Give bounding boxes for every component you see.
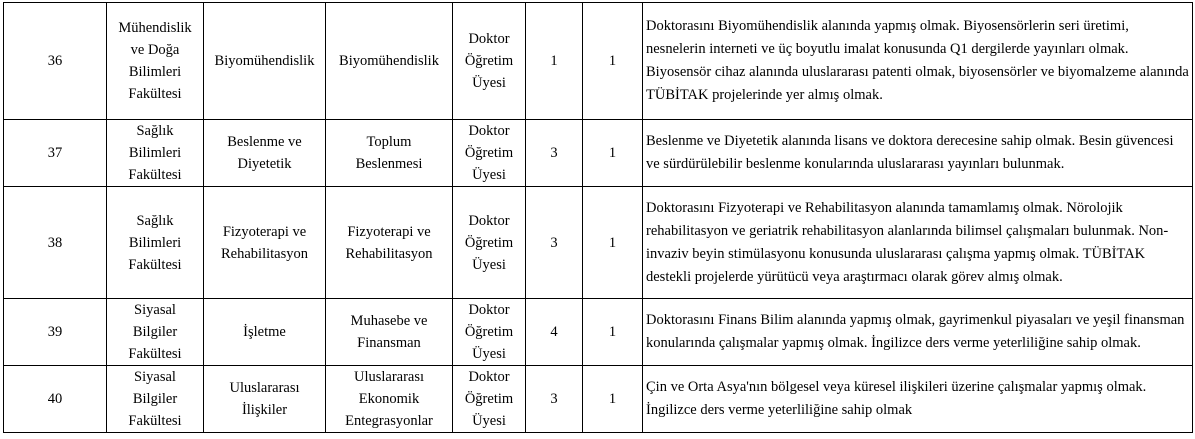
program-line: Muhasebe ve — [350, 313, 428, 329]
faculty-line: Bilimleri — [128, 234, 182, 251]
program-line: Rehabilitasyon — [345, 245, 433, 262]
title-cell — [453, 299, 526, 366]
faculty-line: Siyasal — [134, 369, 176, 385]
count-b-cell: 1 — [583, 366, 643, 433]
program-cell — [326, 366, 453, 433]
faculty-line: Fakültesi — [128, 256, 182, 273]
title-cell — [453, 120, 526, 187]
faculty-line: Sağlık — [136, 212, 174, 229]
department-cell — [204, 120, 326, 187]
title-line: Üyesi — [472, 256, 506, 273]
title-cell — [453, 366, 526, 433]
table-row — [4, 366, 1193, 433]
row-number: 38 — [4, 187, 107, 299]
program-line: Biyomühendislik — [339, 53, 439, 69]
title-cell — [453, 187, 526, 299]
table-row — [4, 187, 1193, 299]
faculty-line: Bilgiler — [132, 324, 178, 340]
department-line: İşletme — [243, 324, 286, 340]
program-line: Fizyoterapi ve — [347, 223, 431, 240]
title-line: Üyesi — [472, 346, 506, 362]
title-line: Üyesi — [472, 413, 506, 429]
count-b-cell: 1 — [583, 3, 643, 120]
positions-table-body — [4, 3, 1193, 433]
department-line: Uluslararası — [229, 380, 300, 396]
program-cell — [326, 299, 453, 366]
department-cell — [204, 366, 326, 433]
row-number: 37 — [4, 120, 107, 187]
faculty-line: Fakültesi — [128, 167, 182, 183]
faculty-line: Sağlık — [136, 123, 174, 139]
requirements-cell: Çin ve Orta Asya'nın bölgesel veya küresel ilişkileri üzerine çalışmalar yapmış olmak. İngilizce ders verme yeterliliğine sahip olmak — [643, 366, 1193, 433]
faculty-line: ve Doğa — [130, 42, 180, 58]
row-number: 40 — [4, 366, 107, 433]
table-row — [4, 3, 1193, 120]
title-cell — [453, 3, 526, 120]
table-row — [4, 299, 1193, 366]
row-number: 39 — [4, 299, 107, 366]
department-line: Rehabilitasyon — [221, 245, 308, 262]
requirements-cell: Doktorasını Finans Bilim alanında yapmış olmak, gayrimenkul piyasaları ve yeşil finansman konularında çalışmalar yapmış olmak. İngilizce ders verme yeterliliğine sahip olmak. — [643, 299, 1193, 366]
department-line: Fizyoterapi ve — [222, 223, 307, 240]
title-line: Öğretim — [464, 391, 514, 407]
table-row — [4, 120, 1193, 187]
program-cell — [326, 187, 453, 299]
faculty-cell — [107, 187, 204, 299]
count-b-cell: 1 — [583, 120, 643, 187]
department-cell — [204, 299, 326, 366]
faculty-line: Bilimleri — [128, 145, 182, 161]
program-cell — [326, 3, 453, 120]
program-line: Beslenmesi — [355, 156, 423, 172]
title-line: Doktor — [468, 212, 510, 229]
faculty-cell — [107, 299, 204, 366]
count-a-cell: 3 — [526, 187, 583, 299]
title-line: Doktor — [468, 123, 510, 139]
count-a-cell: 3 — [526, 366, 583, 433]
faculty-line: Bilimleri — [128, 64, 182, 80]
title-line: Üyesi — [472, 75, 506, 91]
title-line: Öğretim — [464, 145, 514, 161]
faculty-cell — [107, 366, 204, 433]
faculty-line: Bilgiler — [132, 391, 178, 407]
requirements-cell: Doktorasını Fizyoterapi ve Rehabilitasyon alanında tamamlamış olmak. Nörolojik rehabilitasyon ve geriatrik rehabilitasyon alanlarında bilimsel çalışmaları bulunmak. Non-invaziv beyin stimülasyonu konusunda uluslararası çalışma yapmış olmak. TÜBİTAK destekli projelerde yürütücü veya araştırmacı olarak görev almış olmak. — [643, 187, 1193, 299]
count-b-cell: 1 — [583, 187, 643, 299]
faculty-line: Fakültesi — [128, 346, 182, 362]
title-line: Doktor — [468, 31, 510, 47]
program-cell — [326, 120, 453, 187]
title-line: Öğretim — [464, 324, 514, 340]
faculty-line: Fakültesi — [128, 86, 182, 102]
title-line: Öğretim — [464, 234, 514, 251]
requirements-cell: Doktorasını Biyomühendislik alanında yapmış olmak. Biyosensörlerin seri üretimi, nesnelerin interneti ve üç boyutlu imalat konusunda Q1 dergilerde yayınları olmak. Biyosensör cihaz alanında uluslararası patenti olmak, biyosensörler ve biyomalzeme alanında TÜBİTAK projelerinde yer almış olmak. — [643, 3, 1193, 120]
count-a-cell: 1 — [526, 3, 583, 120]
program-line: Finansman — [357, 335, 421, 351]
title-line: Doktor — [468, 302, 510, 318]
department-line: İlişkiler — [241, 402, 288, 418]
title-line: Öğretim — [464, 53, 514, 69]
count-a-cell: 4 — [526, 299, 583, 366]
requirements-cell: Beslenme ve Diyetetik alanında lisans ve doktora derecesine sahip olmak. Besin güvencesi ve sürdürülebilir beslenme konularında uluslararası yayınları bulunmak. — [643, 120, 1193, 187]
count-b-cell: 1 — [583, 299, 643, 366]
program-line: Entegrasyonlar — [345, 413, 433, 429]
department-line: Biyomühendislik — [214, 53, 315, 69]
department-line: Diyetetik — [237, 156, 292, 172]
faculty-line: Siyasal — [134, 302, 176, 318]
program-line: Toplum — [366, 134, 412, 150]
row-number: 36 — [4, 3, 107, 120]
title-line: Doktor — [468, 369, 510, 385]
title-line: Üyesi — [472, 167, 506, 183]
department-cell — [204, 187, 326, 299]
department-line: Beslenme ve — [227, 134, 302, 150]
count-a-cell: 3 — [526, 120, 583, 187]
faculty-line: Mühendislik — [118, 20, 192, 36]
positions-table — [3, 2, 1193, 433]
program-line: Uluslararası — [353, 369, 425, 385]
faculty-line: Fakültesi — [128, 413, 182, 429]
department-cell — [204, 3, 326, 120]
program-line: Ekonomik — [358, 391, 420, 407]
faculty-cell — [107, 120, 204, 187]
faculty-cell — [107, 3, 204, 120]
